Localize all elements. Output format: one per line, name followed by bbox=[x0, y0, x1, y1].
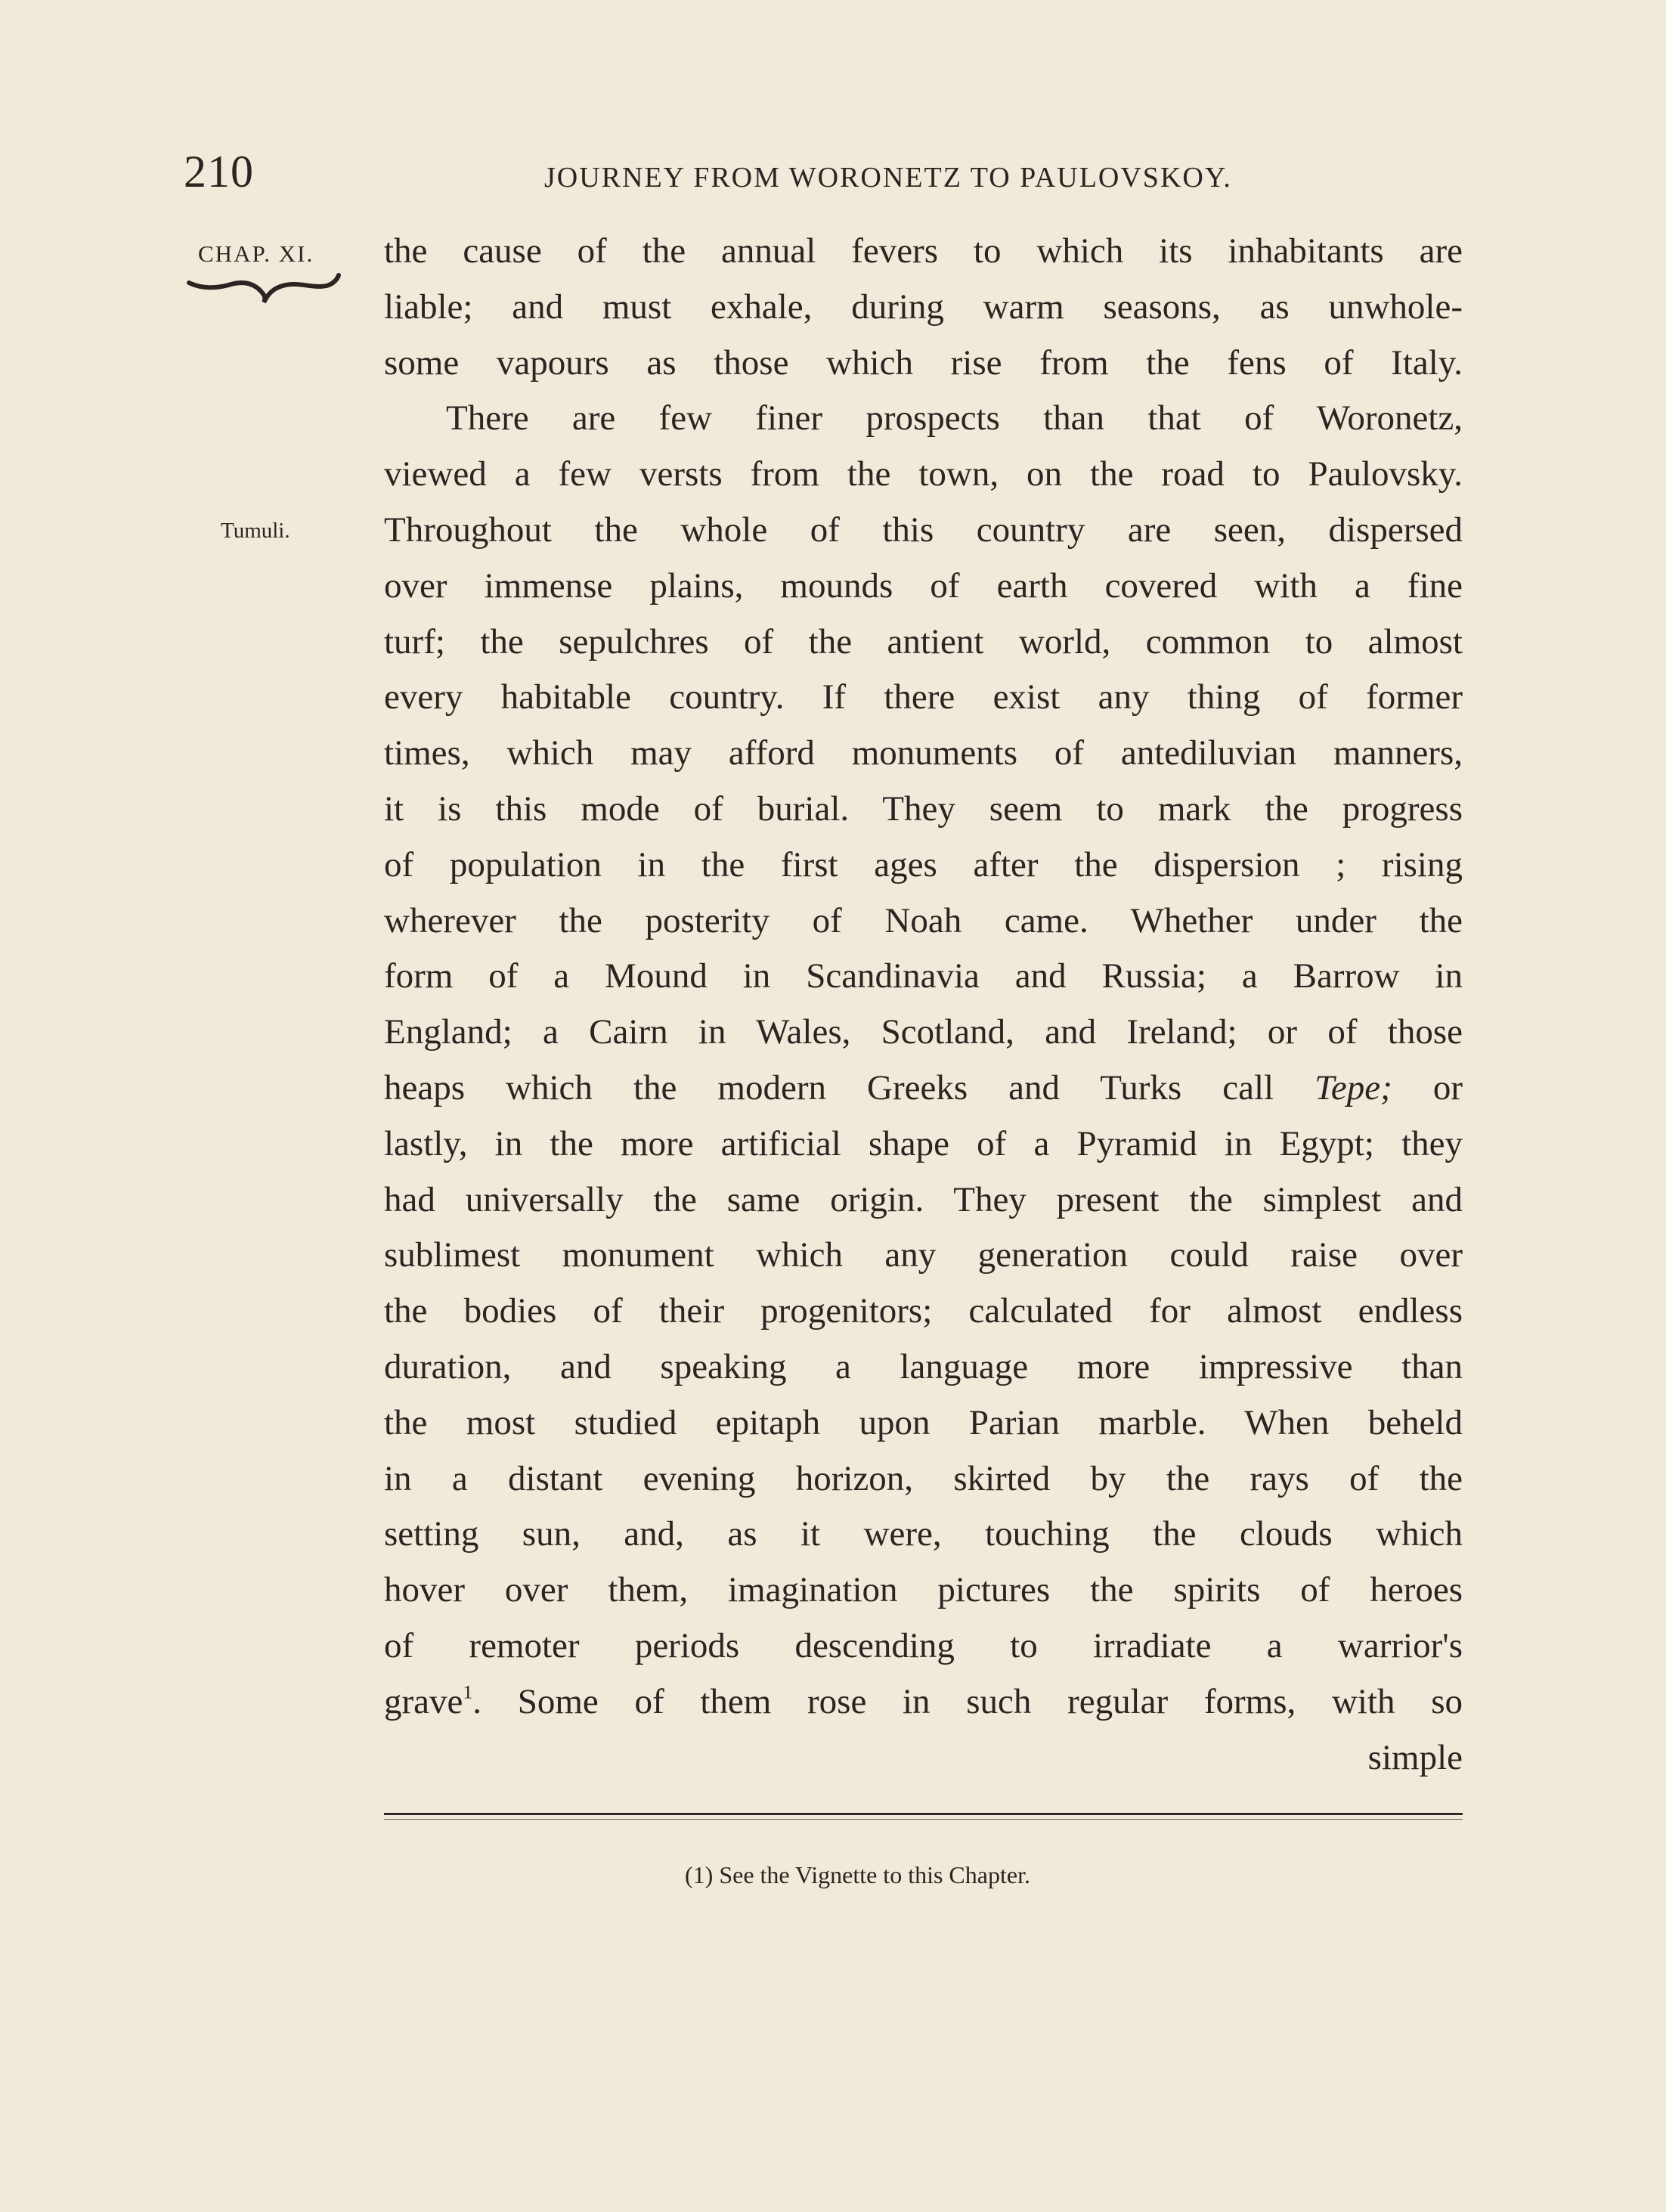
text-line: viewed a few versts from the town, on the road to Paulovsky. bbox=[384, 454, 1463, 494]
text-line: every habitable country. If there exist any thing of former bbox=[384, 677, 1463, 717]
margin-note-tumuli: Tumuli. bbox=[221, 519, 290, 543]
catchword: simple bbox=[1367, 1737, 1463, 1777]
body-text bbox=[384, 224, 1463, 1786]
text-line: in a distant evening horizon, skirted by the rays of the bbox=[384, 1458, 1463, 1498]
margin-chapter-label: CHAP. XI. bbox=[198, 240, 314, 267]
text-line: liable; and must exhale, during warm seasons, as unwhole- bbox=[384, 287, 1463, 327]
text-line bbox=[384, 1674, 1463, 1730]
text-line: it is this mode of burial. They seem to mark the progress bbox=[384, 788, 1463, 829]
footnote-reference: 1 bbox=[463, 1681, 473, 1703]
text-line: form of a Mound in Scandinavia and Russia; a Barrow in bbox=[384, 956, 1463, 996]
text-segment: heaps which the modern Greeks and Turks call bbox=[384, 1067, 1274, 1108]
text-line: lastly, in the more artificial shape of a Pyramid in Egypt; they bbox=[384, 1123, 1463, 1163]
text-line: setting sun, and, as it were, touching the clouds which bbox=[384, 1514, 1463, 1554]
page-number: 210 bbox=[184, 147, 254, 197]
text-line: of remoter periods descending to irradiate a warrior's bbox=[384, 1625, 1463, 1665]
text-line: sublimest monument which any generation could raise over bbox=[384, 1235, 1463, 1275]
footnote: (1) See the Vignette to this Chapter. bbox=[685, 1861, 1030, 1888]
text-line: had universally the same origin. They present the simplest and bbox=[384, 1179, 1463, 1219]
text-line: England; a Cairn in Wales, Scotland, and Ireland; or of those bbox=[384, 1012, 1463, 1052]
text-line: There are few finer prospects than that of Woronetz, bbox=[446, 398, 1463, 438]
text-line: of population in the first ages after the dispersion ; rising bbox=[384, 844, 1463, 884]
text-line: wherever the posterity of Noah came. Whether under the bbox=[384, 900, 1463, 940]
text-line: duration, and speaking a language more impressive than bbox=[384, 1346, 1463, 1386]
brace-ornament-icon bbox=[186, 272, 342, 305]
text-segment: . Some of them rose in such regular forms, with so bbox=[472, 1681, 1463, 1721]
text-line: turf; the sepulchres of the antient world, common to almost bbox=[384, 621, 1463, 661]
text-line: hover over them, imagination pictures the spirits of heroes bbox=[384, 1570, 1463, 1610]
text-line: times, which may afford monuments of antediluvian manners, bbox=[384, 733, 1463, 773]
italic-word-tepe: Tepe; bbox=[1315, 1067, 1392, 1108]
text-line: the most studied epitaph upon Parian marble. When beheld bbox=[384, 1402, 1463, 1442]
footnote-divider-thin bbox=[384, 1819, 1463, 1820]
text-line: over immense plains, mounds of earth covered with a fine bbox=[384, 565, 1463, 606]
text-line: the cause of the annual fevers to which its inhabitants are bbox=[384, 231, 1463, 271]
text-line bbox=[384, 1061, 1463, 1117]
text-segment: or bbox=[1432, 1067, 1463, 1108]
text-line: some vapours as those which rise from the fens of Italy. bbox=[384, 342, 1463, 383]
running-title: JOURNEY FROM WORONETZ TO PAULOVSKOY. bbox=[544, 162, 1232, 194]
text-segment: grave bbox=[384, 1681, 463, 1721]
footnote-divider bbox=[384, 1813, 1463, 1815]
text-line: Throughout the whole of this country are seen, dispersed bbox=[384, 510, 1463, 550]
text-line: the bodies of their progenitors; calculated for almost endless bbox=[384, 1291, 1463, 1331]
